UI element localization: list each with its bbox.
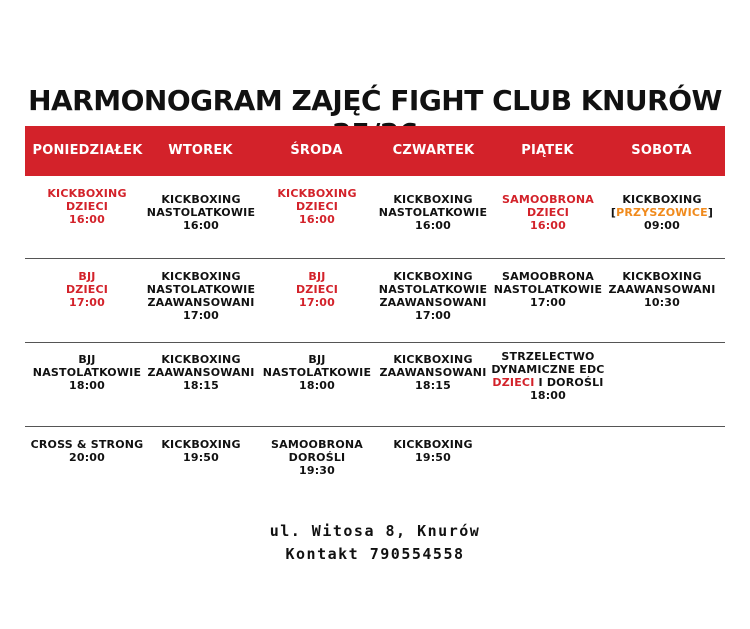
class-name: BJJ [308,270,326,283]
class-location [597,206,727,219]
page-title: HARMONOGRAM ZAJĘĆ FIGHT CLUB KNURÓW [28,84,722,117]
row1-wednesday [252,187,382,226]
row1-tuesday [136,193,266,232]
day-wednesday: ŚRODA [290,143,343,158]
class-time: 17:00 [529,296,566,309]
class-group: DOROŚLI [288,451,346,464]
bracket-close: ] [707,206,714,219]
class-name: KICKBOXING [47,187,127,200]
class-group: DZIECI [65,283,109,296]
day-monday: PONIEDZIAŁEK [32,143,143,158]
class-name: KICKBOXING [393,270,473,283]
class-time: 16:00 [414,219,451,232]
class-group: NASTOLATKOWIE [146,206,256,219]
class-group: DZIECI [295,200,339,213]
location-highlight: PRZYSZOWICE [616,206,708,219]
row3-wednesday [252,353,382,392]
row4-tuesday [136,438,266,464]
row2-saturday [597,270,727,309]
bracket-open: [ [610,206,617,219]
row3-tuesday [136,353,266,392]
class-time: 20:00 [68,451,105,464]
class-time: 18:00 [529,389,566,402]
group-rest: I DOROŚLI [534,376,604,389]
class-name: SAMOOBRONA [270,438,363,451]
class-group [483,376,613,389]
class-group: ZAAWANSOWANI [147,366,255,379]
row4-wednesday [252,438,382,477]
row4-monday [22,438,152,464]
class-time: 17:00 [182,309,219,322]
class-time: 18:00 [298,379,335,392]
class-time: 17:00 [414,309,451,322]
day-saturday: SOBOTA [631,143,692,158]
day-friday: PIĄTEK [521,143,574,158]
class-group: NASTOLATKOWIE [146,283,256,296]
day-tuesday: WTOREK [168,143,233,158]
row-divider [25,426,725,427]
row2-monday [22,270,152,309]
class-name: KICKBOXING [161,438,241,451]
row1-thursday [368,193,498,232]
row3-friday [483,350,613,402]
class-name: SAMOOBRONA [501,193,594,206]
row3-thursday [368,353,498,392]
class-time: 10:30 [643,296,680,309]
class-time: 16:00 [298,213,335,226]
group-highlight: DZIECI [492,376,535,389]
class-name: STRZELECTWO [501,350,595,363]
class-time: 19:50 [414,451,451,464]
class-name: KICKBOXING [161,193,241,206]
class-group: ZAAWANSOWANI [608,283,716,296]
class-name: KICKBOXING [393,193,473,206]
address: ul. Witosa 8, Knurów [269,522,481,540]
row2-wednesday [252,270,382,309]
class-group: NASTOLATKOWIE [378,206,488,219]
class-name: CROSS & STRONG [30,438,144,451]
row1-saturday [597,193,727,232]
row-divider [25,342,725,343]
class-time: 16:00 [182,219,219,232]
class-name: KICKBOXING [161,353,241,366]
class-name: KICKBOXING [393,353,473,366]
class-name: KICKBOXING [277,187,357,200]
row3-monday [22,353,152,392]
class-name: KICKBOXING [161,270,241,283]
class-group: DZIECI [526,206,570,219]
class-subname: DYNAMICZNE EDC [491,363,605,376]
days-header [25,126,725,176]
class-name: BJJ [78,353,96,366]
row2-friday [483,270,613,309]
class-group: DZIECI [65,200,109,213]
class-level: ZAAWANSOWANI [147,296,255,309]
class-time: 19:50 [182,451,219,464]
class-name: KICKBOXING [622,270,702,283]
class-name: KICKBOXING [393,438,473,451]
class-name: KICKBOXING [622,193,702,206]
class-time: 18:00 [68,379,105,392]
class-time: 16:00 [68,213,105,226]
class-time: 09:00 [643,219,680,232]
row4-thursday [368,438,498,464]
class-group: DZIECI [295,283,339,296]
class-time: 19:30 [298,464,335,477]
class-time: 17:00 [68,296,105,309]
class-group: NASTOLATKOWIE [32,366,142,379]
row1-monday [22,187,152,226]
class-group: NASTOLATKOWIE [378,283,488,296]
class-name: BJJ [78,270,96,283]
class-time: 18:15 [414,379,451,392]
row1-friday [483,193,613,232]
class-level: ZAAWANSOWANI [379,296,487,309]
class-time: 16:00 [529,219,566,232]
class-group: NASTOLATKOWIE [493,283,603,296]
row2-tuesday [136,270,266,322]
row2-thursday [368,270,498,322]
day-thursday: CZWARTEK [392,143,475,158]
contact: Kontakt 790554558 [285,545,465,563]
class-time: 17:00 [298,296,335,309]
class-group: ZAAWANSOWANI [379,366,487,379]
class-name: BJJ [308,353,326,366]
class-name: SAMOOBRONA [501,270,594,283]
class-time: 18:15 [182,379,219,392]
row-divider [25,258,725,259]
class-group: NASTOLATKOWIE [262,366,372,379]
